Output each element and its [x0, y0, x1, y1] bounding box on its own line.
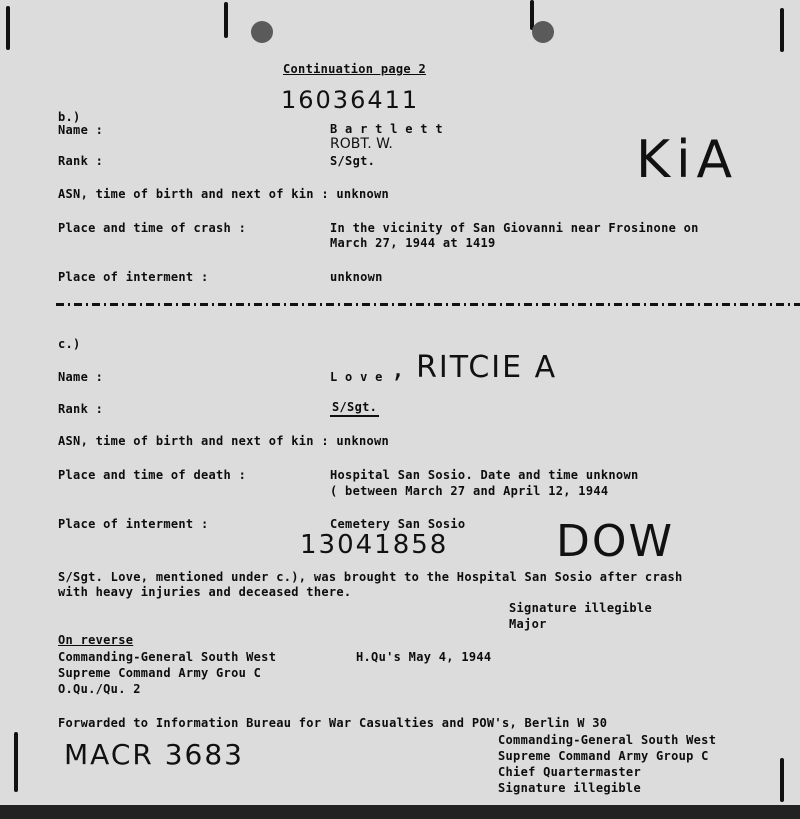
reverse-line1: Commanding-General South West: [58, 650, 277, 664]
handwritten-macr-number: MACR 3683: [64, 738, 244, 771]
punch-hole: [251, 21, 273, 43]
rank-value: S/Sgt.: [330, 400, 379, 417]
name-value: L o v e: [330, 370, 383, 384]
asn-info: ASN, time of birth and next of kin : unknown: [58, 187, 390, 201]
reverse-line2: Supreme Command Army Grou C: [58, 666, 262, 680]
handwritten-serial-number: 16036411: [281, 86, 420, 114]
death-place-line1: Hospital San Sosio. Date and time unknown: [330, 468, 639, 482]
interment-label: Place of interment :: [58, 517, 209, 531]
handwritten-status-dow: DOW: [556, 516, 675, 567]
death-place-label: Place and time of death :: [58, 468, 247, 482]
handwritten-status-kia: KiA: [636, 130, 739, 190]
rank-label: Rank :: [58, 402, 104, 416]
page-title: Continuation page 2: [283, 62, 426, 76]
rank-label: Rank :: [58, 154, 104, 168]
reverse-heading: On reverse: [58, 633, 134, 647]
left-bottom-binder-mark: [14, 732, 18, 792]
note-line2: with heavy injuries and deceased there.: [58, 585, 352, 599]
crash-place-line1: In the vicinity of San Giovanni near Frosinone on: [330, 221, 699, 235]
forwarded-sig3: Chief Quartermaster: [498, 765, 641, 779]
name-value: B a r t l e t t: [330, 122, 443, 136]
name-label: Name :: [58, 370, 104, 384]
reverse-line3: O.Qu./Qu. 2: [58, 682, 141, 696]
crash-place-line2: March 27, 1944 at 1419: [330, 236, 496, 250]
handwritten-first-name: , RITCIE A: [393, 350, 558, 385]
left-binder-mark: [6, 6, 10, 50]
crash-place-label: Place and time of crash :: [58, 221, 247, 235]
forwarded-sig4: Signature illegible: [498, 781, 641, 795]
asn-info: ASN, time of birth and next of kin : unknown: [58, 434, 390, 448]
right-binder-mark: [780, 8, 784, 52]
interment-value: unknown: [330, 270, 383, 284]
rank-value: S/Sgt.: [330, 154, 376, 168]
section-divider: [56, 303, 800, 306]
section-b-marker: b.): [58, 110, 81, 124]
punch-hole: [532, 21, 554, 43]
death-place-line2: ( between March 27 and April 12, 1944: [330, 484, 609, 498]
signature-line1: Signature illegible: [509, 601, 652, 615]
reverse-date: H.Qu's May 4, 1944: [356, 650, 492, 664]
section-c-marker: c.): [58, 337, 81, 351]
name-label: Name :: [58, 123, 104, 137]
signature-line2: Major: [509, 617, 547, 631]
scan-bottom-edge: [0, 805, 800, 819]
top-binder-mark: [224, 2, 228, 38]
forwarded-sig2: Supreme Command Army Group C: [498, 749, 709, 763]
note-line1: S/Sgt. Love, mentioned under c.), was brought to the Hospital San Sosio after crash: [58, 570, 683, 584]
right-bottom-binder-mark: [780, 758, 784, 802]
interment-value: Cemetery San Sosio: [330, 517, 466, 531]
forwarded-sig1: Commanding-General South West: [498, 733, 717, 747]
interment-label: Place of interment :: [58, 270, 209, 284]
handwritten-serial-number: 13041858: [300, 530, 449, 560]
handwritten-first-name: ROBT. W.: [330, 136, 393, 152]
forwarded-line: Forwarded to Information Bureau for War Casualties and POW's, Berlin W 30: [58, 716, 608, 730]
